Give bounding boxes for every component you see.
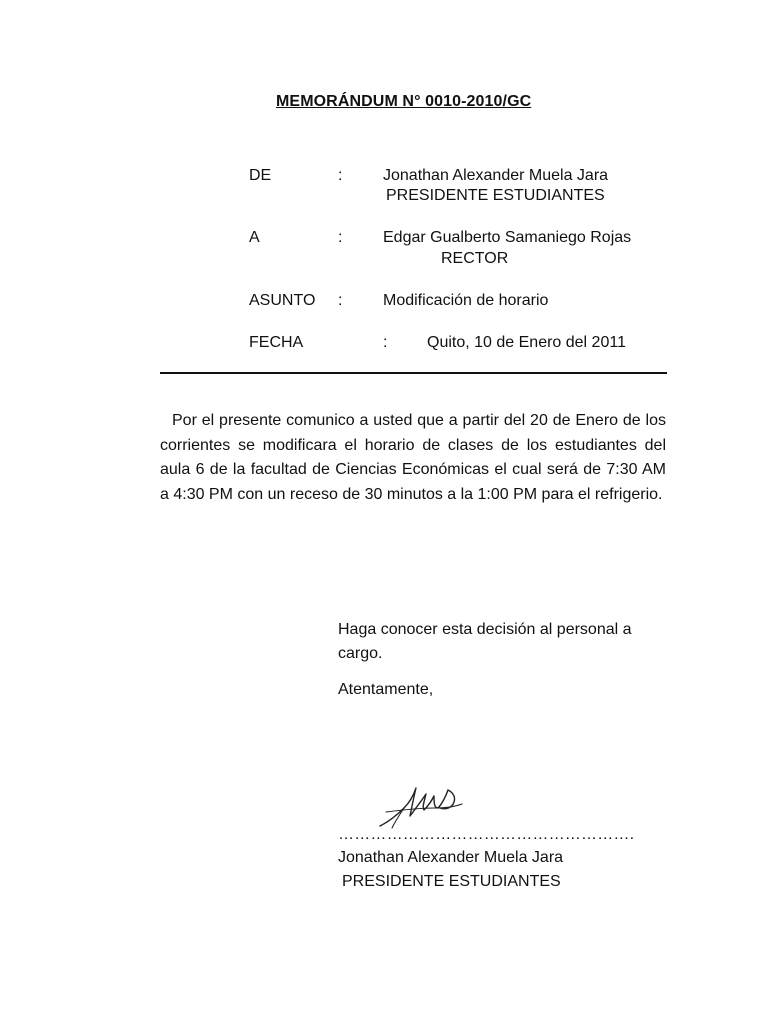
a-name: Edgar Gualberto Samaniego Rojas [383,229,632,246]
asunto-value: Modificación de horario [383,292,549,309]
de-colon: : [338,167,343,184]
signature-line: ………………………………………………. [338,826,635,843]
fecha-colon: : [383,334,388,351]
asunto-label: ASUNTO [249,292,316,309]
closing-salutation: Atentamente, [338,681,434,698]
a-role: RECTOR [441,250,509,267]
fecha-value: Quito, 10 de Enero del 2011 [427,334,626,351]
body-paragraph: Por el presente comunico a usted que a partir del 20 de Enero de los corrientes se modificara el horario de clases de los estudiantes del aula 6 de la facultad de Ciencias Económicas el cual será de 7:30 AM a 4:30 PM con un receso de 30 minutos a la 1:00 PM para el refrigerio. [160,412,666,503]
memo-title: MEMORÁNDUM N° 0010-2010/GC [276,93,532,110]
signature-image [376,778,466,832]
de-name: Jonathan Alexander Muela Jara [383,167,609,184]
a-colon: : [338,229,343,246]
asunto-colon: : [338,292,343,309]
signer-role: PRESIDENTE ESTUDIANTES [342,873,561,890]
de-role: PRESIDENTE ESTUDIANTES [386,187,605,204]
header-divider [160,372,667,374]
a-label: A [249,229,260,246]
signature-stroke-main [380,788,455,826]
closing-instruction: Haga conocer esta decisión al personal a cargo. [338,621,632,662]
signer-name: Jonathan Alexander Muela Jara [338,849,564,866]
de-label: DE [249,167,272,184]
fecha-label: FECHA [249,334,304,351]
